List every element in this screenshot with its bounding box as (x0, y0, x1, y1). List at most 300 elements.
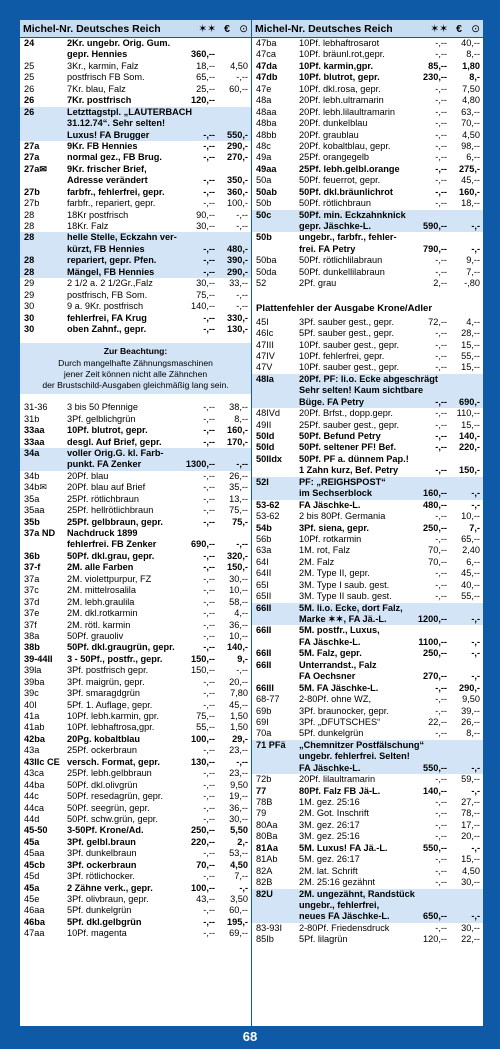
price-used: -,- (239, 882, 248, 893)
catalog-row (252, 866, 483, 877)
catalog-number: 31-36 (24, 402, 48, 413)
stamp-description: Unterrandst., Falz (299, 659, 377, 670)
stamp-description: Mängel, FB Hennies (67, 266, 155, 277)
price-mint: 18,-- (196, 60, 215, 71)
catalog-row (252, 934, 483, 945)
catalog-number: 27a✉ (24, 163, 48, 174)
catalog-number: 50c (256, 209, 272, 220)
catalog-number: 38b (24, 642, 40, 653)
price-mint: 230,-- (422, 72, 447, 83)
catalog-row (252, 808, 483, 819)
stamp-description: 1 Zahn kurz, Bef. Petry (299, 465, 399, 476)
price-used: 15,-- (461, 362, 480, 373)
catalog-row (20, 402, 251, 413)
catalog-row (252, 328, 483, 339)
notice-box (20, 343, 251, 394)
catalog-number: 45e (24, 894, 40, 904)
catalog-row (20, 734, 251, 745)
catalog-row (252, 889, 483, 900)
catalog-row (20, 324, 251, 335)
stamp-description: Luxus! FA Brugger (67, 129, 150, 140)
catalog-row (252, 442, 483, 453)
catalog-row (20, 837, 251, 848)
price-mint: -,-- (435, 152, 447, 163)
right-column (252, 20, 483, 1026)
stamp-description: 50Pf. rötlichbraun (299, 198, 372, 209)
price-mint: -,-- (435, 728, 447, 739)
catalog-number: 41ab (24, 722, 45, 733)
catalog-row (20, 301, 251, 312)
price-used: 36,-- (229, 619, 248, 630)
price-used: -,- (471, 762, 480, 773)
catalog-number: 28 (24, 266, 35, 277)
catalog-row (252, 255, 483, 266)
stamp-description: 50Pf. PF a. dünnem Pap.! (299, 453, 409, 464)
catalog-row (20, 221, 251, 232)
catalog-number: 45I (256, 316, 269, 327)
price-used: 4,50 (462, 865, 480, 876)
catalog-row (252, 625, 483, 636)
price-mint: -,-- (203, 482, 215, 493)
stamp-description: fehlerfrei, FA Krug (67, 312, 147, 323)
price-used: 9,50 (230, 779, 248, 790)
catalog-row (252, 488, 483, 499)
stamp-description: 2M. Type II, gepr. (299, 568, 370, 579)
price-used: 40,-- (461, 38, 480, 48)
stamp-description: 31.12.74“. Sehr selten! (67, 118, 166, 129)
price-mint: -,-- (435, 705, 447, 716)
catalog-number: 28 (24, 209, 35, 220)
stamp-description: 3Pf. sauber gest., gepr. (299, 316, 394, 327)
price-used: 30,-- (229, 813, 248, 824)
euro-column-label: € (224, 22, 230, 35)
price-mint: -,-- (435, 49, 447, 60)
catalog-number: 47db (256, 72, 278, 83)
price-used: 690,- (459, 396, 480, 407)
catalog-row (252, 911, 483, 922)
stamp-description: 50Pf. feuerrot, gepr. (299, 175, 381, 186)
catalog-number: 65I (256, 579, 269, 590)
price-mint: -,-- (435, 419, 447, 430)
catalog-number: 40I (24, 699, 37, 710)
price-mint: -,-- (203, 175, 215, 186)
price-used: 63,-- (461, 106, 480, 117)
catalog-row (20, 232, 251, 243)
catalog-number: 78B (256, 797, 273, 807)
price-used: 290,- (227, 140, 248, 151)
price-used: 28,-- (461, 328, 480, 339)
price-used: -,- (471, 911, 480, 922)
catalog-number: 37a (24, 573, 40, 584)
used-column-label: ⊙ (471, 22, 480, 35)
stamp-description: 10Pf. lebh.karmin, gpr. (67, 711, 159, 721)
price-mint: 550,-- (422, 842, 447, 853)
price-mint: -,-- (203, 323, 215, 334)
price-mint: -,-- (203, 505, 215, 516)
price-used: 45,-- (461, 568, 480, 579)
catalog-row (20, 198, 251, 209)
price-mint: 590,-- (422, 221, 447, 231)
catalog-row (20, 883, 251, 894)
price-used: 30,-- (461, 922, 480, 933)
catalog-number: 30 (24, 301, 35, 312)
stamp-description: normal gez., FB Brug. (67, 152, 162, 163)
price-mint: 270,-- (422, 671, 447, 682)
catalog-row (252, 408, 483, 419)
price-mint: -,-- (435, 83, 447, 94)
stamp-description: 2M. dkl.rotkarmin (67, 608, 138, 619)
catalog-number: 47III (256, 339, 274, 350)
catalog-number: 65II (256, 591, 272, 602)
catalog-row (20, 791, 251, 802)
catalog-number: 50Id (256, 431, 275, 441)
catalog-number: 37a ND (24, 528, 56, 538)
catalog-number: 45-50 (24, 825, 48, 836)
stamp-description: 20Pf. graublau (299, 129, 359, 140)
price-used: 22,-- (461, 934, 480, 945)
price-used: 9,-- (466, 255, 480, 266)
stamp-description: 3Pf. siena, gepr. (299, 522, 369, 533)
catalog-row (20, 745, 251, 756)
catalog-number: 80Aa (256, 819, 278, 830)
price-used: -,-- (236, 756, 248, 767)
catalog-number: 30 (24, 312, 35, 323)
stamp-description: 20Pf. lebh.ultramarin (299, 95, 384, 106)
catalog-number: 66II (256, 659, 272, 670)
price-mint: -,-- (435, 568, 447, 579)
stamp-description: 3Pf. gelblichgrün (67, 413, 136, 424)
price-mint: 150,-- (190, 653, 215, 664)
price-mint: -,-- (203, 255, 215, 266)
price-used: 75,-- (229, 505, 248, 516)
stamp-description: postfrisch FB Som. (67, 72, 145, 83)
price-mint: -,-- (203, 642, 215, 653)
price-used: 10,-- (229, 630, 248, 641)
price-mint: 120,-- (422, 934, 447, 945)
price-used: 55,-- (461, 350, 480, 361)
price-mint: -,-- (203, 402, 215, 413)
price-used: 150,- (227, 562, 248, 573)
price-mint: -,-- (435, 186, 447, 197)
catalog-row (20, 414, 251, 425)
catalog-row (252, 648, 483, 659)
column-header (20, 20, 251, 38)
stamp-description: 80Pf. Falz FB Jä-L. (299, 785, 381, 796)
page-number: 68 (242, 1029, 258, 1044)
price-used: 45,-- (229, 699, 248, 710)
catalog-number: 47ba (256, 38, 277, 48)
stamp-description: 50Pf. rötlichlilabraun (299, 255, 383, 266)
catalog-number: 44d (24, 813, 40, 824)
price-used: 100,- (227, 198, 248, 209)
stamp-description: repariert, gepr. Pfen. (67, 255, 157, 266)
price-mint: -,-- (435, 255, 447, 266)
catalog-number: 81Aa (256, 842, 278, 853)
price-used: 1,50 (230, 711, 248, 721)
catalog-number: 26 (24, 95, 35, 106)
price-mint: 2,-- (433, 278, 447, 289)
catalog-number: 54b (256, 522, 272, 533)
price-used: -,- (471, 243, 480, 254)
stamp-description: 10Pf. rotkarmin (299, 533, 362, 544)
price-mint: -,-- (435, 511, 447, 522)
catalog-row (252, 831, 483, 842)
stamp-description: voller Orig.G. kl. Farb- (67, 447, 164, 458)
price-mint: 1300,-- (185, 459, 215, 470)
price-used: -,-- (236, 221, 248, 231)
catalog-number: 50Id (256, 442, 275, 453)
price-used: 33,-- (229, 278, 248, 289)
catalog-row (20, 642, 251, 653)
catalog-row (20, 84, 251, 95)
catalog-number: 82A (256, 865, 273, 876)
stamp-description: 5Pf. lilagrün (299, 934, 348, 945)
price-mint: -,-- (435, 808, 447, 819)
column-header-title: Michel-Nr. Deutsches Reich (23, 22, 161, 35)
stamp-description: 10Pf. fehlerfrei, gepr. (299, 350, 385, 361)
catalog-row (252, 763, 483, 774)
price-used: 40,-- (461, 579, 480, 590)
stamp-description: 50Pf. dkl.bräunlichrot (299, 186, 393, 197)
price-used: 290,- (459, 682, 480, 693)
catalog-number: 71 PFä (256, 739, 286, 750)
catalog-row (20, 278, 251, 289)
stamp-description: FA Jäschke-L. (299, 636, 361, 647)
catalog-number: 41a (24, 711, 40, 721)
stamp-description: fehlerfrei. FB Zenker (67, 539, 157, 550)
stamp-description: 2M. mittelrosalila (67, 585, 136, 596)
catalog-row (20, 574, 251, 585)
catalog-number: 47IV (256, 350, 275, 361)
catalog-row (252, 175, 483, 186)
stamp-description: 50Pf. seegrün, gepr. (67, 802, 150, 813)
price-mint: -,-- (435, 129, 447, 140)
price-mint: -,-- (203, 916, 215, 927)
price-mint: -,-- (203, 573, 215, 584)
catalog-number: 37e (24, 608, 40, 619)
catalog-row (252, 340, 483, 351)
catalog-number: 43ca (24, 768, 44, 779)
stamp-description: 5Pf. dunkelgrün (67, 905, 132, 916)
catalog-row (20, 620, 251, 631)
catalog-number: 34b (24, 470, 40, 481)
price-used: 4,50 (230, 859, 248, 870)
catalog-number: 49II (256, 419, 272, 430)
catalog-number: 47e (256, 83, 272, 94)
price-mint: -,-- (435, 694, 447, 705)
catalog-number: 44ca (24, 802, 44, 813)
catalog-row (252, 523, 483, 534)
catalog-row (20, 528, 251, 539)
catalog-row (20, 471, 251, 482)
price-mint: -,-- (203, 140, 215, 151)
stamp-description: helle Stelle, Eckzahn ver- (67, 232, 177, 243)
price-used: 8,-- (466, 728, 480, 739)
price-used: 19,-- (229, 791, 248, 802)
price-mint: -,-- (203, 129, 215, 140)
catalog-row (20, 482, 251, 493)
price-mint: -,-- (203, 596, 215, 607)
catalog-row (252, 72, 483, 83)
catalog-number: 25 (24, 72, 35, 83)
catalog-row (252, 923, 483, 934)
price-used: -,- (471, 842, 480, 853)
catalog-row (20, 688, 251, 699)
price-mint: 30,-- (196, 278, 215, 289)
price-used: 4,50 (462, 129, 480, 140)
catalog-row (252, 591, 483, 602)
catalog-row (252, 568, 483, 579)
stamp-description: postfrisch, FB Som. (67, 289, 148, 300)
catalog-row (20, 825, 251, 836)
price-mint: 22,-- (428, 716, 447, 727)
catalog-row (252, 728, 483, 739)
price-used: 480,- (227, 243, 248, 254)
section-title: Plattenfehler der Ausgabe Krone/Adler (256, 302, 433, 314)
catalog-number: 25 (24, 60, 35, 71)
price-used: 550,- (227, 129, 248, 140)
catalog-number: 34a (24, 447, 40, 458)
stamp-description: 5M. li.o. Ecke, dort Falz, (299, 602, 403, 613)
catalog-row (252, 317, 483, 328)
stamp-description: 7Kr. blau, Falz (67, 83, 126, 94)
price-mint: -,-- (435, 831, 447, 842)
price-mint: -,-- (435, 38, 447, 48)
catalog-number: 39-44II (24, 653, 53, 664)
stamp-description: 5M. Falz, gepr. (299, 648, 362, 659)
catalog-row (252, 187, 483, 198)
catalog-row (20, 814, 251, 825)
notice-line: der Brustschild-Ausgaben gleichmäßig lang sein. (42, 379, 229, 390)
price-mint: -,-- (435, 579, 447, 590)
catalog-row (252, 61, 483, 72)
price-mint: -,-- (203, 516, 215, 527)
price-used: 18,-- (461, 198, 480, 209)
price-mint: -,-- (203, 243, 215, 254)
price-mint: -,-- (435, 533, 447, 544)
price-mint: -,-- (203, 905, 215, 916)
catalog-number: 64I (256, 556, 269, 567)
price-used: 160,- (459, 186, 480, 197)
catalog-number: 50b (256, 232, 272, 243)
price-used: -,- (471, 785, 480, 796)
price-used: -,- (471, 488, 480, 499)
stamp-description: im Sechserblock (299, 488, 373, 499)
price-mint: -,-- (435, 198, 447, 209)
price-mint: -,-- (435, 362, 447, 373)
price-mint: 43,-- (196, 894, 215, 904)
catalog-number: 48aa (256, 106, 277, 117)
price-list-top (252, 38, 483, 290)
catalog-number: 69b (256, 705, 272, 716)
price-used: -,80 (464, 278, 480, 289)
catalog-number: 26 (24, 106, 35, 117)
stamp-description: 20Pf. blau auf Brief (67, 482, 146, 493)
stamp-description: 2-80Pf. ohne WZ, (299, 694, 372, 705)
catalog-number: 37-f (24, 562, 41, 573)
price-list-bottom (252, 317, 483, 946)
price-mint: -,-- (435, 396, 447, 407)
price-used: 2,- (237, 836, 248, 847)
catalog-number: 37f (24, 619, 37, 630)
catalog-row (252, 660, 483, 671)
price-used: 390,- (227, 255, 248, 266)
price-mint: 480,-- (422, 499, 447, 510)
stamp-description: 50Pf. dunkellilabraun (299, 266, 385, 277)
price-mint: 250,-- (422, 522, 447, 533)
stamp-description: 3Pf. dunkelbraun (67, 848, 137, 859)
catalog-row (252, 877, 483, 888)
stamp-description: 20Pf. kobaltblau, gepr. (299, 140, 391, 151)
catalog-number: 50da (256, 266, 277, 277)
stamp-description: 10Pf. karmin,gpr. (299, 60, 374, 71)
stamp-description: 3Kr., karmin, Falz (67, 60, 139, 71)
catalog-row (252, 900, 483, 911)
price-mint: 550,-- (422, 762, 447, 773)
catalog-row (252, 740, 483, 751)
catalog-row (20, 517, 251, 528)
stamp-description: 2Pf. grau (299, 278, 337, 289)
price-mint: -,-- (203, 871, 215, 882)
price-used: 60,-- (229, 905, 248, 916)
stamp-description: 25Pf. lebh.gelbbraun (67, 768, 152, 779)
price-mint: 150,-- (190, 665, 215, 676)
price-mint: -,-- (435, 442, 447, 453)
price-mint: 70,-- (196, 859, 215, 870)
catalog-number: 50IIdx (256, 453, 283, 464)
price-used: 8,-- (234, 413, 248, 424)
stamp-description: 2Kr. ungebr. Orig. Gum. (67, 38, 171, 48)
catalog-number: 43IIc CE (24, 756, 60, 767)
catalog-number: 48a (256, 95, 272, 106)
mint-column-label: ✶✶ (430, 22, 448, 35)
price-mint: -,-- (435, 408, 447, 419)
catalog-row (252, 545, 483, 556)
catalog-number: 46Ic (256, 328, 274, 339)
used-column-label: ⊙ (239, 22, 248, 35)
price-mint: -,-- (435, 339, 447, 350)
stamp-description: desgl. Auf Brief, gepr. (67, 436, 162, 447)
stamp-description: 10Pf. dkl.rosa, gepr. (299, 83, 381, 94)
stamp-description: 10Pf. blutrot, gepr. (67, 425, 148, 436)
price-mint: 120,-- (190, 95, 215, 106)
stamp-description: 3Pf. maigrün, gepr. (67, 676, 145, 687)
price-used: -,-- (236, 301, 248, 312)
catalog-number: 68-77 (256, 694, 280, 705)
catalog-row (20, 49, 251, 60)
catalog-row (252, 232, 483, 243)
stamp-description: 25Pf. gelbbraun, gepr. (67, 516, 163, 527)
stamp-description: 3Pf. braunocker, gepr. (299, 705, 389, 716)
catalog-row (20, 164, 251, 175)
price-used: 1,80 (462, 60, 480, 71)
price-used: 4,-- (466, 316, 480, 327)
price-used: 20,-- (461, 831, 480, 842)
catalog-row (252, 477, 483, 488)
stamp-description: 20Pf. lebh.lilaultramarin (299, 106, 396, 117)
catalog-number: 44ba (24, 779, 45, 790)
stamp-description: 9Kr. FB Hennies (67, 140, 138, 151)
price-mint: -,-- (203, 802, 215, 813)
catalog-row (20, 130, 251, 141)
price-list-bottom (20, 402, 251, 940)
catalog-row (20, 700, 251, 711)
stamp-description: 2 Zähne verk., gepr. (67, 882, 153, 893)
price-mint: -,-- (203, 266, 215, 277)
stamp-description: 3M. Type I saub. gest. (299, 579, 390, 590)
stamp-description: farbfr., fehlerfrei, gepr. (67, 186, 165, 197)
catalog-row (252, 244, 483, 255)
